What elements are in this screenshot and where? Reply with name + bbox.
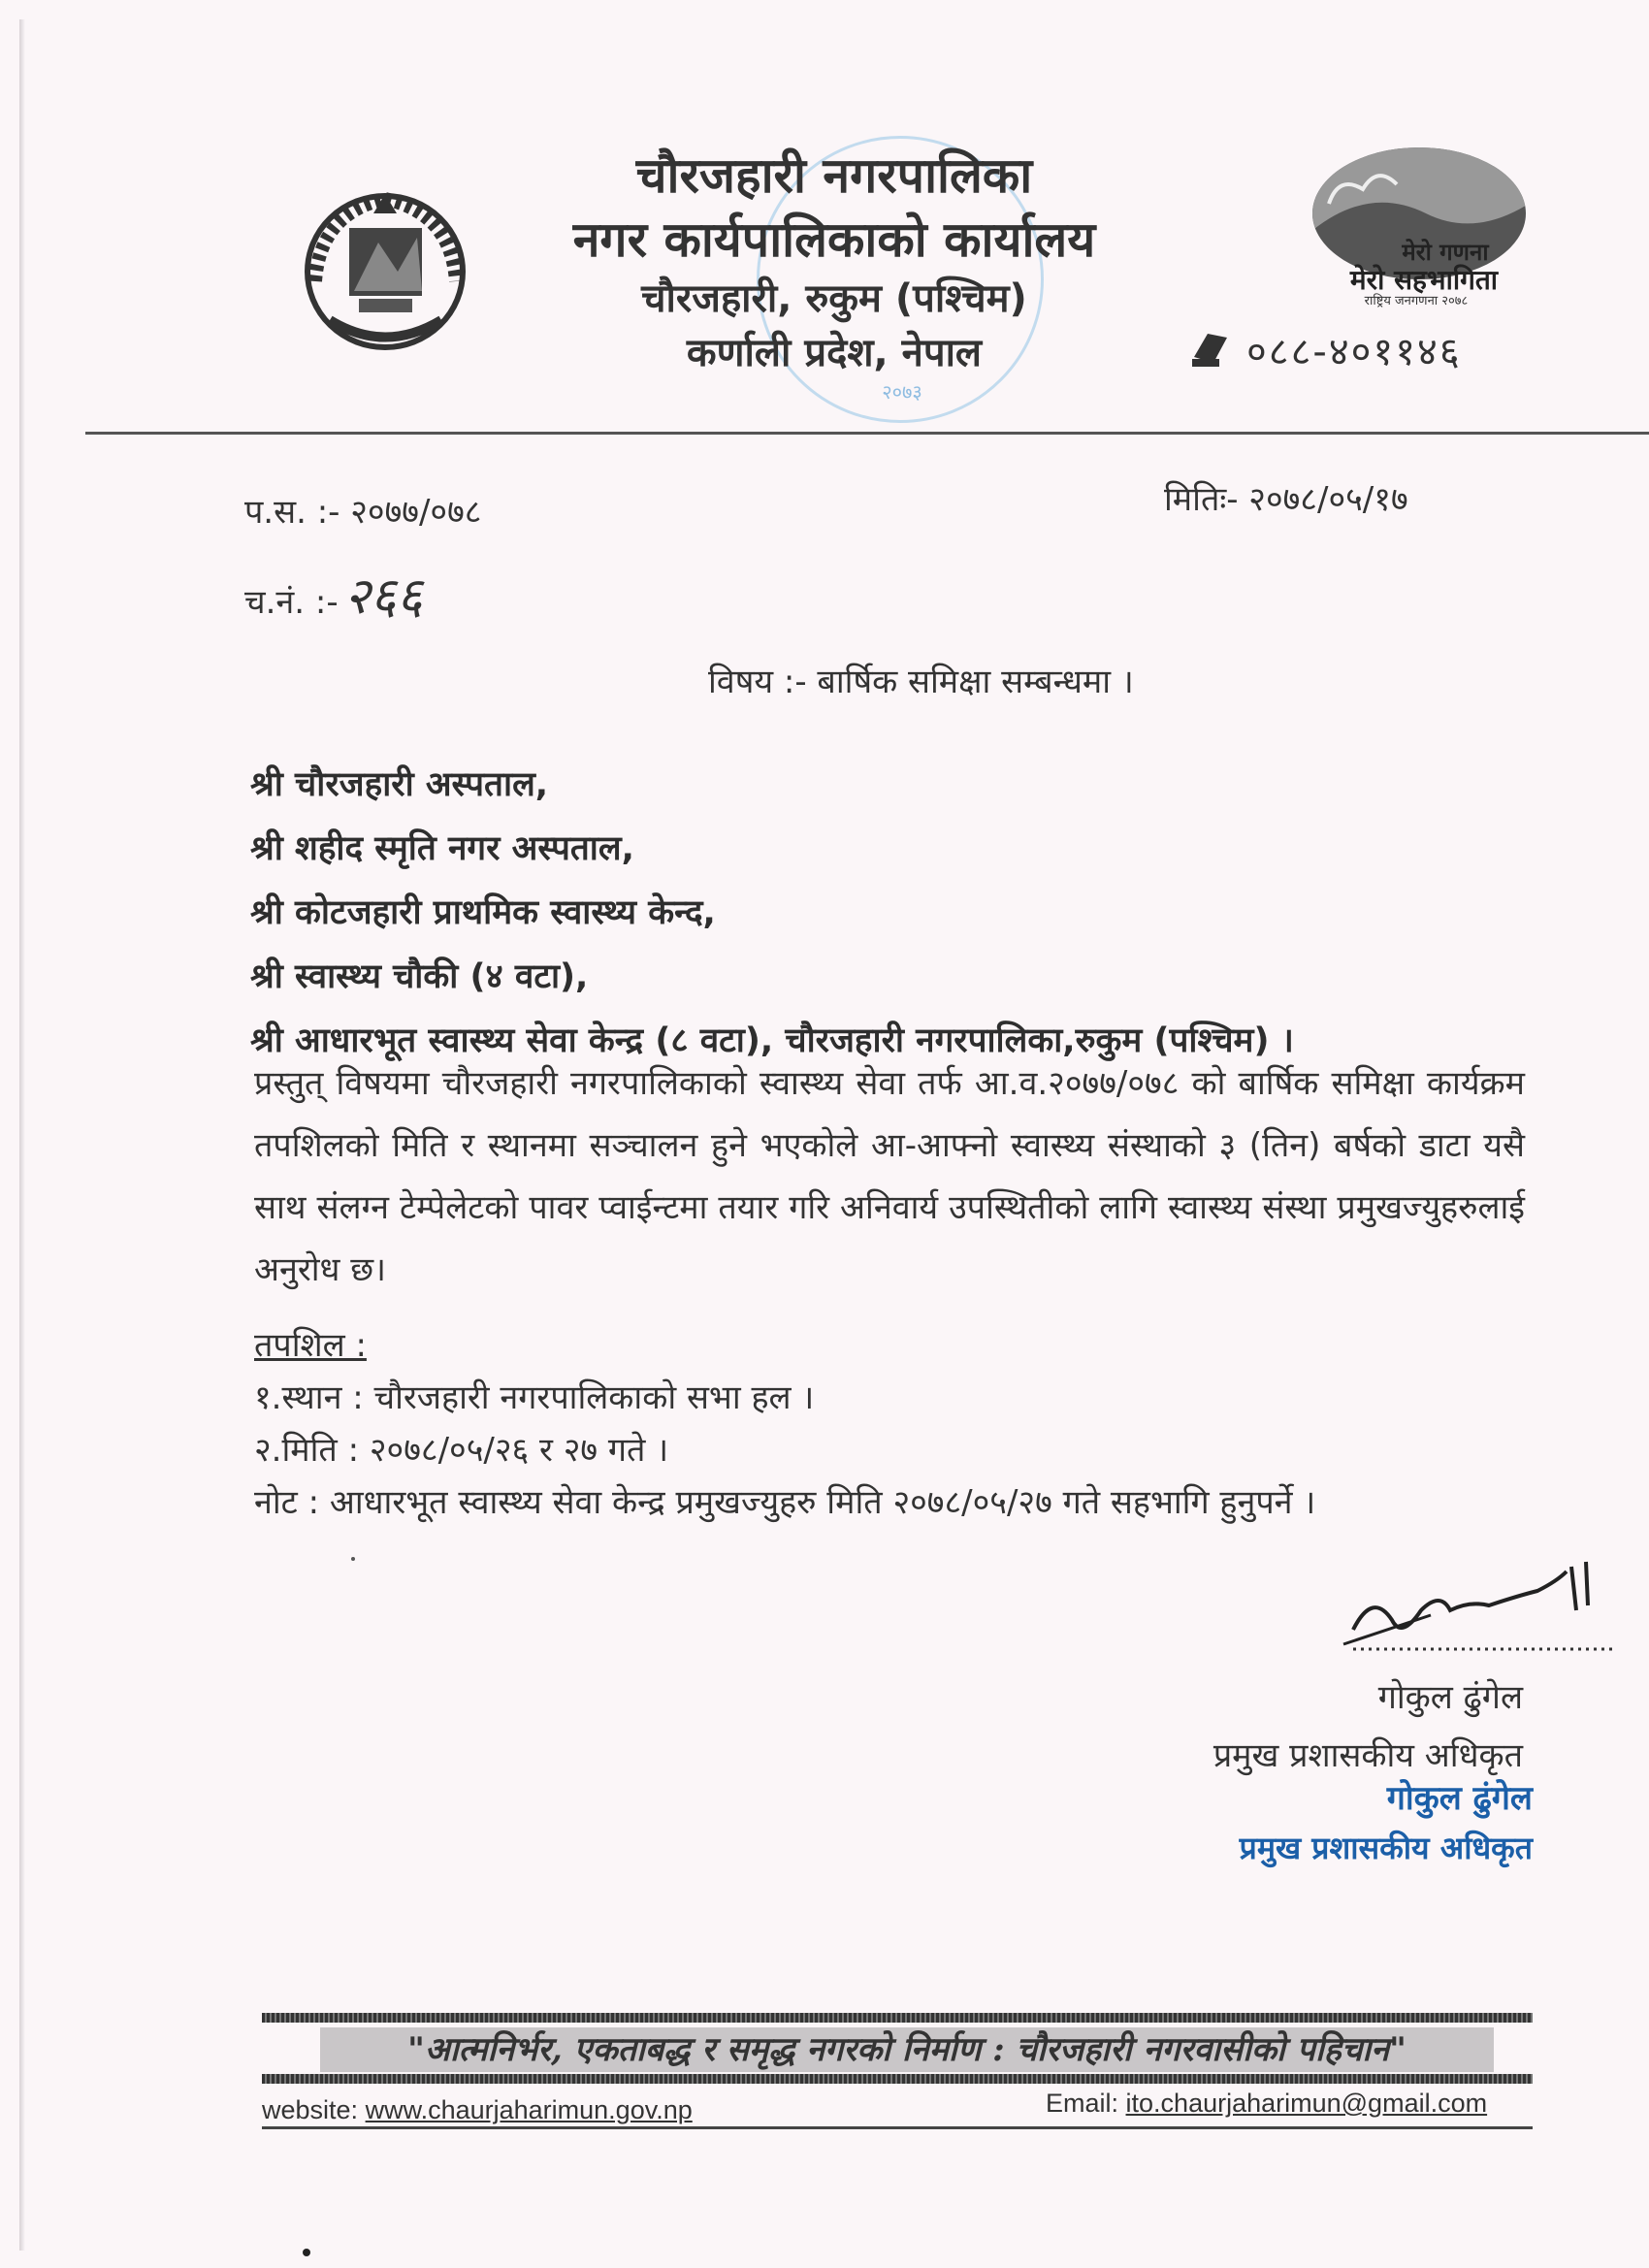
website-line (262, 2095, 693, 2125)
signatory-block (1154, 1669, 1523, 1785)
dispatch-number-ref (244, 560, 423, 629)
signatory-name: गोकुल ढुंगेल (1377, 1678, 1523, 1717)
email-line (1046, 2089, 1487, 2119)
ink-dot (303, 2249, 310, 2256)
phone-icon (1188, 328, 1233, 371)
footer-rule (262, 2126, 1533, 2129)
page-edge-shadow (19, 19, 25, 2251)
schedule-item: १.स्थान : चौरजहारी नगरपालिकाको सभा हल । (254, 1378, 815, 1417)
census-line-1: मेरो गणना (1402, 239, 1489, 266)
footer-pattern-top (262, 2013, 1533, 2023)
office-name: चौरजहारी नगरपालिका (635, 147, 1033, 204)
address-line-2: कर्णाली प्रदेश, नेपाल (686, 331, 983, 375)
website-label: website: (262, 2095, 359, 2124)
office-heading (456, 144, 1212, 380)
schedule-item: २.मिति : २०७८/०५/२६ र २७ गते । (254, 1431, 669, 1470)
stamp-name: गोकुल ढुंगेल (1386, 1779, 1533, 1818)
letter-date: मितिः- २०७८/०५/१७ (1164, 480, 1408, 519)
recipient-item: श्री आधारभूत स्वास्थ्य सेवा केन्द्र (८ वटा), चौरजहारी नगरपालिका,रुकुम (पश्चिम) । (250, 1021, 1294, 1060)
signatory-title: प्रमुख प्रशासकीय अधिकृत (1212, 1736, 1523, 1775)
census-caption: राष्ट्रिय जनगणना २०७८ (1364, 294, 1469, 308)
recipient-item: श्री कोटजहारी प्राथमिक स्वास्थ्य केन्द, (250, 893, 716, 932)
office-sub: नगर कार्यपालिकाको कार्यालय (572, 211, 1096, 268)
email-link[interactable]: ito.chaurjaharimun@gmail.com (1125, 2089, 1488, 2118)
footer-slogan: "आत्मनिर्भर, एकताबद्ध र समृद्ध नगरको निर्माण : चौरजहारी नगरवासीको पहिचान" (320, 2027, 1494, 2072)
schedule-title: तपशिल : (254, 1326, 367, 1365)
dispatch-label: च.नं. :- (244, 583, 339, 622)
fiscal-year-ref: प.स. :- २०७७/०७८ (244, 493, 482, 532)
email-label: Email: (1046, 2089, 1119, 2118)
body-paragraph: प्रस्तुत् विषयमा चौरजहारी नगरपालिकाको स्वास्थ्य सेवा तर्फ आ.व.२०७७/०७८ को बार्षिक समिक्षा कार्यक्रम तपशिलको मिति र स्थानमा सञ्चालन हुने भएकोले आ-आफ्नो स्वास्थ्य संस्थाको ३ (तिन) बर्षको डाटा यसै साथ संलग्न टेम्पेलेटको पावर प्वाईन्टमा तयार गरि अनिवार्य उपस्थितीको लागि स्वास्थ्य संस्था प्रमुखज्युहरुलाई अनुरोध छ। (254, 1064, 1525, 1289)
schedule-section (254, 1319, 1315, 1529)
recipient-list (250, 753, 1294, 1073)
website-link[interactable]: www.chaurjaharimun.gov.np (365, 2095, 693, 2124)
census-logo-icon (1310, 146, 1529, 296)
dispatch-number: २६६ (343, 567, 423, 626)
ink-speck (351, 1557, 355, 1561)
header-rule (85, 432, 1649, 435)
footer-pattern-bottom (262, 2074, 1533, 2084)
signatory-stamp (1193, 1773, 1533, 1872)
stamp-title: प्रमुख प्रशासकीय अधिकृत (1239, 1830, 1533, 1866)
census-line-2: मेरो सहभागिता (1349, 264, 1499, 296)
handwritten-signature (1334, 1552, 1625, 1659)
subject-line: विषय :- बार्षिक समिक्षा सम्बन्धमा । (708, 663, 1134, 701)
schedule-item: नोट : आधारभूत स्वास्थ्य सेवा केन्द्र प्रमुखज्युहरु मिति २०७८/०५/२७ गते सहभागि हुनुपर्ने । (254, 1483, 1316, 1522)
address-line-1: चौरजहारी, रुकुम (पश्चिम) (641, 276, 1027, 321)
phone-row (1188, 320, 1462, 378)
stamp-year: २०७३ (882, 380, 922, 404)
phone-number: ०८८-४०११४६ (1246, 329, 1462, 374)
recipient-item: श्री स्वास्थ्य चौकी (४ वटा), (250, 957, 589, 996)
recipient-item: श्री शहीद स्मृति नगर अस्पताल, (250, 829, 634, 868)
recipient-item: श्री चौरजहारी अस्पताल, (250, 765, 549, 804)
